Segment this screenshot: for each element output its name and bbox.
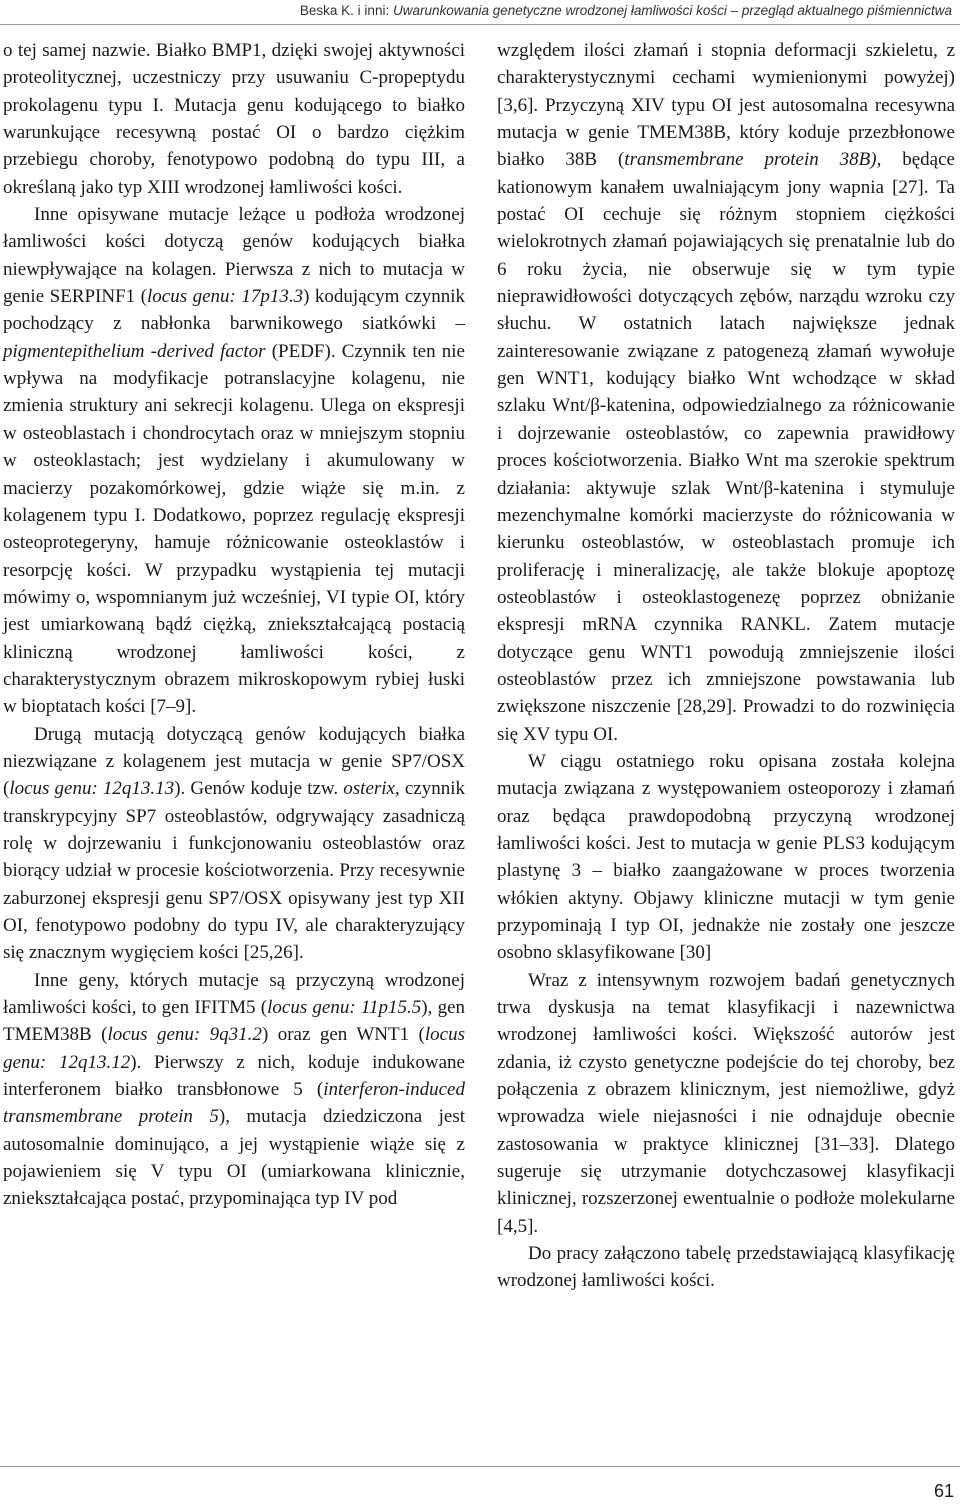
italic-run: osterix: [343, 778, 395, 800]
text-run: ), mutacja dziedziczona jest autosomalnie dominująco, a jej wystąpienie wiąże się z pojawieniem się V typu OI (umiarkowana klinicznie, zniekształcająca postać, przypominająca typ IV pod: [3, 1106, 465, 1210]
text-run: W ciągu ostatniego roku opisana została kolejna mutacja związana z występowaniem osteoporozy i złamań oraz będąca prawdopodobną przyczyną wrodzonej łamliwości kości. Jest to mutacja w genie PLS3 kodującym plastynę 3 – białko zaangażowane w proces tworzenia włókien aktyny. Objawy kliniczne mutacji w tym genie przypominają I typ OI, jednakże nie zostały one jeszcze osobno sklasyfikowane [30]: [497, 750, 955, 964]
running-head-authors: Beska K. i inni:: [299, 3, 393, 18]
header-divider: [0, 24, 960, 25]
text-run: ) kodującym czynnik pochodzący z nabłonka barwnikowego siatkówki –: [3, 286, 465, 335]
text-run: , czynnik transkrypcyjny SP7 osteoblastów, odgrywający zasadniczą rolę w dojrzewaniu i funkcjonowaniu osteoblastów oraz biorący udział w procesie kościotworzenia. Przy recesywnie zaburzonej ekspresji genu SP7/OSX opisywany jest typ XII OI, fenotypowo podobny do typu IV, ale charakteryzujący się znacznym wygięciem kości [25,26].: [3, 778, 465, 964]
text-run: Wraz z intensywnym rozwojem badań genetycznych trwa dyskusja na temat klasyfikacji i nazewnictwa wrodzonej łamliwości kości. Większość autorów jest zdania, iż czysto genetyczne podejście do tej choroby, bez połączenia z obrazem klinicznym, jest niemożliwe, gdyż wprowadza wiele niejasności i nie odnajduje obecnie zastosowania w praktyce klinicznej [31–33]. Dlatego sugeruje się utrzymanie dotychczasowej klasyfikacji klinicznej, rozszerzonej ewentualnie o podłoże molekularne [4,5].: [497, 969, 955, 1237]
text-run: ). Genów koduje tzw.: [174, 778, 344, 800]
italic-run: locus genu: 12q13.13: [9, 778, 175, 800]
italic-run: locus genu: 11p15.5: [267, 997, 422, 1019]
running-head: [280, 3, 952, 19]
body-paragraph: [497, 37, 955, 748]
italic-run: transmembrane protein 38B),: [624, 149, 882, 171]
body-paragraph: [3, 721, 465, 967]
body-paragraph: [3, 37, 465, 201]
text-run: o tej samej nazwie. Białko BMP1, dzięki swojej aktywności proteolitycznej, uczestniczy przy usuwaniu C-propeptydu prokolagenu typu I. Mutacja genu kodującego to białko warunkujące recesywną postać OI o bardzo ciężkim przebiegu choroby, fenotypowo podobną do typu III, a określaną jako typ XIII wrodzonej łamliwości kości.: [3, 40, 465, 198]
italic-run: interferon-induced transmembrane protein 5: [3, 1079, 465, 1128]
text-run: ). Pierwszy z nich, koduje indukowane interferonem białko transbłonowe 5 (: [3, 1051, 465, 1101]
text-run: Inne geny, których mutacje są przyczyną wrodzonej łamliwości kości, to gen IFITM5 (: [3, 969, 465, 1019]
body-paragraph: [3, 201, 465, 721]
right-text-column: [497, 37, 955, 1295]
body-paragraph: [3, 967, 465, 1213]
text-run: ), gen TMEM38B (: [3, 997, 465, 1046]
body-paragraph: [497, 1240, 955, 1295]
footer-divider: [0, 1466, 960, 1467]
left-text-column: [3, 37, 465, 1213]
text-run: względem ilości złamań i stopnia deformacji szkieletu, z charakterystycznymi cechami wymienionymi powyżej) [3,6]. Przyczyną XIV typu OI jest autosomalna recesywna mutacja w genie TMEM38B, który koduje przezbłonowe białko 38B (: [497, 40, 955, 171]
italic-run: pigmentepithelium -derived factor: [3, 340, 266, 362]
text-run: będące kationowym kanałem uwalniającym jony wapnia [27]. Ta postać OI cechuje się różnym stopniem ciężkości wielokrotnych złamań pojawiających się prenatalnie lub do 6 roku życia, nie obserwuje się w tym typie nieprawidłowości dotyczących zębów, narządu wzroku czy słuchu. W ostatnich latach największe jednak zainteresowanie związane z patogenezą złamań wywołuje gen WNT1, kodujący białko Wnt wchodzące w skład szlaku Wnt/β-katenina, odpowiedzialnego za różnicowanie i dojrzewanie osteoblastów, co zapewnia prawidłowy proces kościotworzenia. Białko Wnt ma szerokie spektrum działania: aktywuje szlak Wnt/β-katenina i stymuluje mezenchymalne komórki macierzyste do różnicowania w kierunku osteoblastów, w osteoblastach promuje ich proliferację i mineralizację, ale także blokuje apoptozę osteoblastów i osteoklastogenezę poprzez obniżanie ekspresji mRNA czynnika RANKL. Zatem mutacje dotyczące genu WNT1 powodują zmniejszenie ilości osteoblastów przez ich zmniejszone powstawania lub zwiększone niszczenie [28,29]. Prowadzi to do rozwinięcia się XV typu OI.: [497, 149, 955, 745]
italic-run: locus genu: 17p13.3: [147, 286, 304, 308]
text-run: Drugą mutacją dotyczącą genów kodujących białka niezwiązane z kolagenem jest mutacja w genie SP7/OSX (: [3, 723, 465, 800]
body-paragraph: [497, 967, 955, 1240]
text-run: (PEDF). Czynnik ten nie wpływa na modyfikacje potranslacyjne kolagenu, nie zmienia struktury ani sekrecji kolagenu. Ulega on ekspresji w osteoblastach i chondrocytach oraz w mniejszym stopniu w osteoklastach; jest wydzielany i akumulowany w macierzy pozakomórkowej, gdzie wiąże się m.in. z kolagenem typu I. Dodatkowo, poprzez regulację ekspresji osteoprotegeryny, hamuje różnicowanie osteoklastów i resorpcję kości. W przypadku wystąpienia tej mutacji mówimy o, wspomnianym już wcześniej, VI typie OI, który jest umiarkowaną bądź ciężką, zniekształcającą postacią kliniczną wrodzonej łamliwości kości, z charakterystycznym obrazem mikroskopowym rybiej łuski w bioptatach kości [7–9].: [3, 340, 465, 718]
page-number: 61: [933, 1481, 954, 1501]
italic-run: locus genu: 9q31.2: [107, 1024, 262, 1046]
italic-run: locus genu: 12q13.12: [3, 1024, 465, 1073]
running-head-title: Uwarunkowania genetyczne wrodzonej łamliwości kości – przegląd aktualnego piśmiennictwa: [392, 3, 952, 18]
text-run: Inne opisywane mutacje leżące u podłoża wrodzonej łamliwości kości dotyczą genów kodujących białka niewpływające na kolagen. Pierwsza z nich to mutacja w genie SERPINF1 (: [3, 204, 465, 308]
text-run: ) oraz gen WNT1 (: [261, 1024, 425, 1046]
text-run: Do pracy załączono tabelę przedstawiającą klasyfikację wrodzonej łamliwości kości.: [497, 1243, 955, 1292]
body-paragraph: [497, 748, 955, 967]
